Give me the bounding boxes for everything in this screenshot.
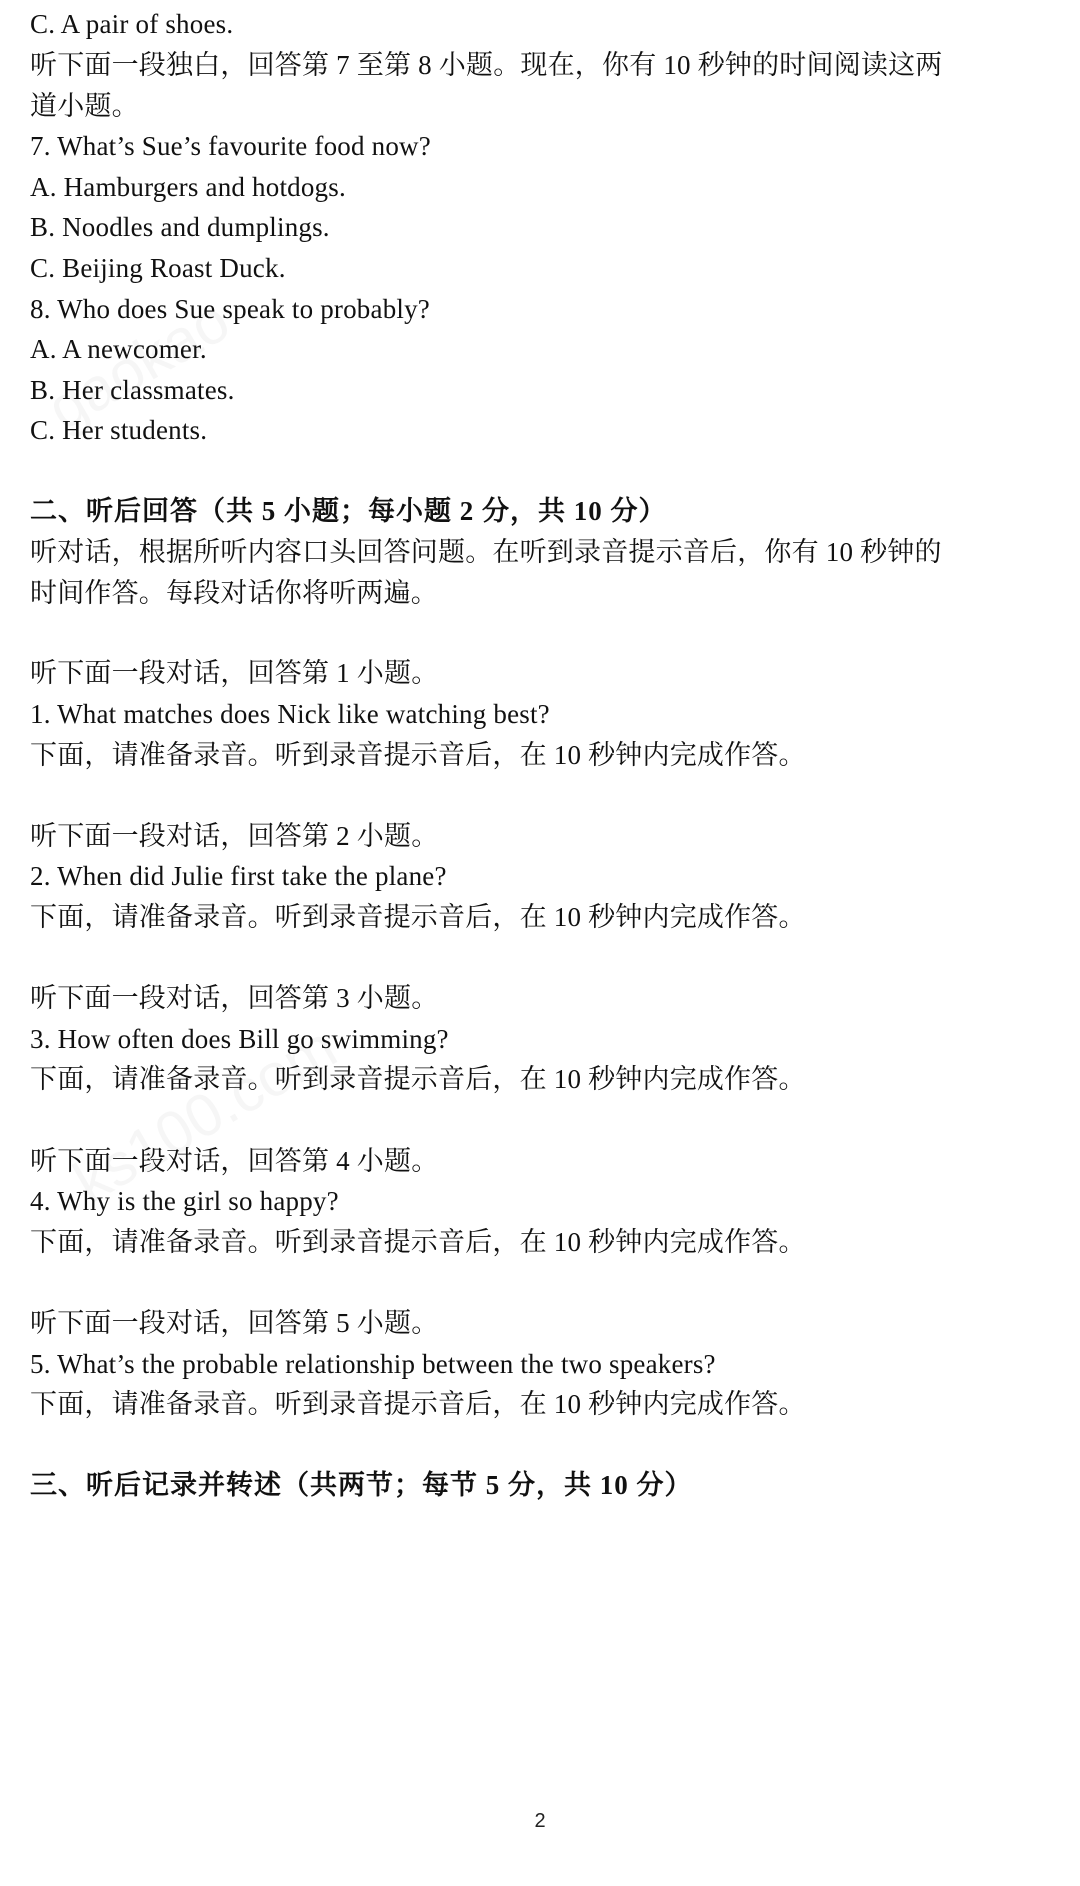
recording-instruction-1: 下面，请准备录音。听到录音提示音后，在 10 秒钟内完成作答。	[30, 740, 806, 770]
page-number: 2	[534, 1810, 546, 1832]
question-8: 8. Who does Sue speak to probably?	[30, 294, 430, 324]
option-c-q7: C. Beijing Roast Duck.	[30, 253, 286, 283]
dialogue-prompt-5: 听下面一段对话，回答第 5 小题。	[30, 1308, 439, 1338]
recording-instruction-5: 下面，请准备录音。听到录音提示音后，在 10 秒钟内完成作答。	[30, 1389, 806, 1419]
recording-instruction-4: 下面，请准备录音。听到录音提示音后，在 10 秒钟内完成作答。	[30, 1227, 806, 1257]
section-2-instruction-cont: 时间作答。每段对话你将听两遍。	[30, 578, 438, 608]
question-7: 7. What’s Sue’s favourite food now?	[30, 131, 431, 161]
option-a-q7: A. Hamburgers and hotdogs.	[30, 172, 346, 202]
answer-question-4: 4. Why is the girl so happy?	[30, 1186, 339, 1216]
recording-instruction-2: 下面，请准备录音。听到录音提示音后，在 10 秒钟内完成作答。	[30, 902, 806, 932]
section-2-instruction: 听对话，根据所听内容口头回答问题。在听到录音提示音后，你有 10 秒钟的	[30, 537, 942, 567]
option-b-q7: B. Noodles and dumplings.	[30, 212, 330, 242]
section-3-heading: 三、听后记录并转述（共两节；每节 5 分，共 10 分）	[30, 1470, 693, 1500]
answer-question-2: 2. When did Julie first take the plane?	[30, 861, 447, 891]
recording-instruction-3: 下面，请准备录音。听到录音提示音后，在 10 秒钟内完成作答。	[30, 1064, 806, 1094]
dialogue-prompt-2: 听下面一段对话，回答第 2 小题。	[30, 821, 439, 851]
answer-question-5: 5. What’s the probable relationship between the two speakers?	[30, 1349, 716, 1379]
option-a-q8: A. A newcomer.	[30, 334, 207, 364]
instruction-q7-8: 听下面一段独白，回答第 7 至第 8 小题。现在，你有 10 秒钟的时间阅读这两	[30, 50, 943, 80]
dialogue-prompt-1: 听下面一段对话，回答第 1 小题。	[30, 658, 439, 688]
answer-question-3: 3. How often does Bill go swimming?	[30, 1024, 449, 1054]
answer-question-1: 1. What matches does Nick like watching best?	[30, 699, 550, 729]
instruction-q7-8-cont: 道小题。	[30, 91, 139, 121]
dialogue-prompt-4: 听下面一段对话，回答第 4 小题。	[30, 1146, 439, 1176]
option-c-q8: C. Her students.	[30, 415, 208, 445]
dialogue-prompt-3: 听下面一段对话，回答第 3 小题。	[30, 983, 439, 1013]
option-c-shoes: C. A pair of shoes.	[30, 9, 234, 39]
option-b-q8: B. Her classmates.	[30, 375, 235, 405]
section-2-heading: 二、听后回答（共 5 小题；每小题 2 分，共 10 分）	[30, 496, 667, 526]
